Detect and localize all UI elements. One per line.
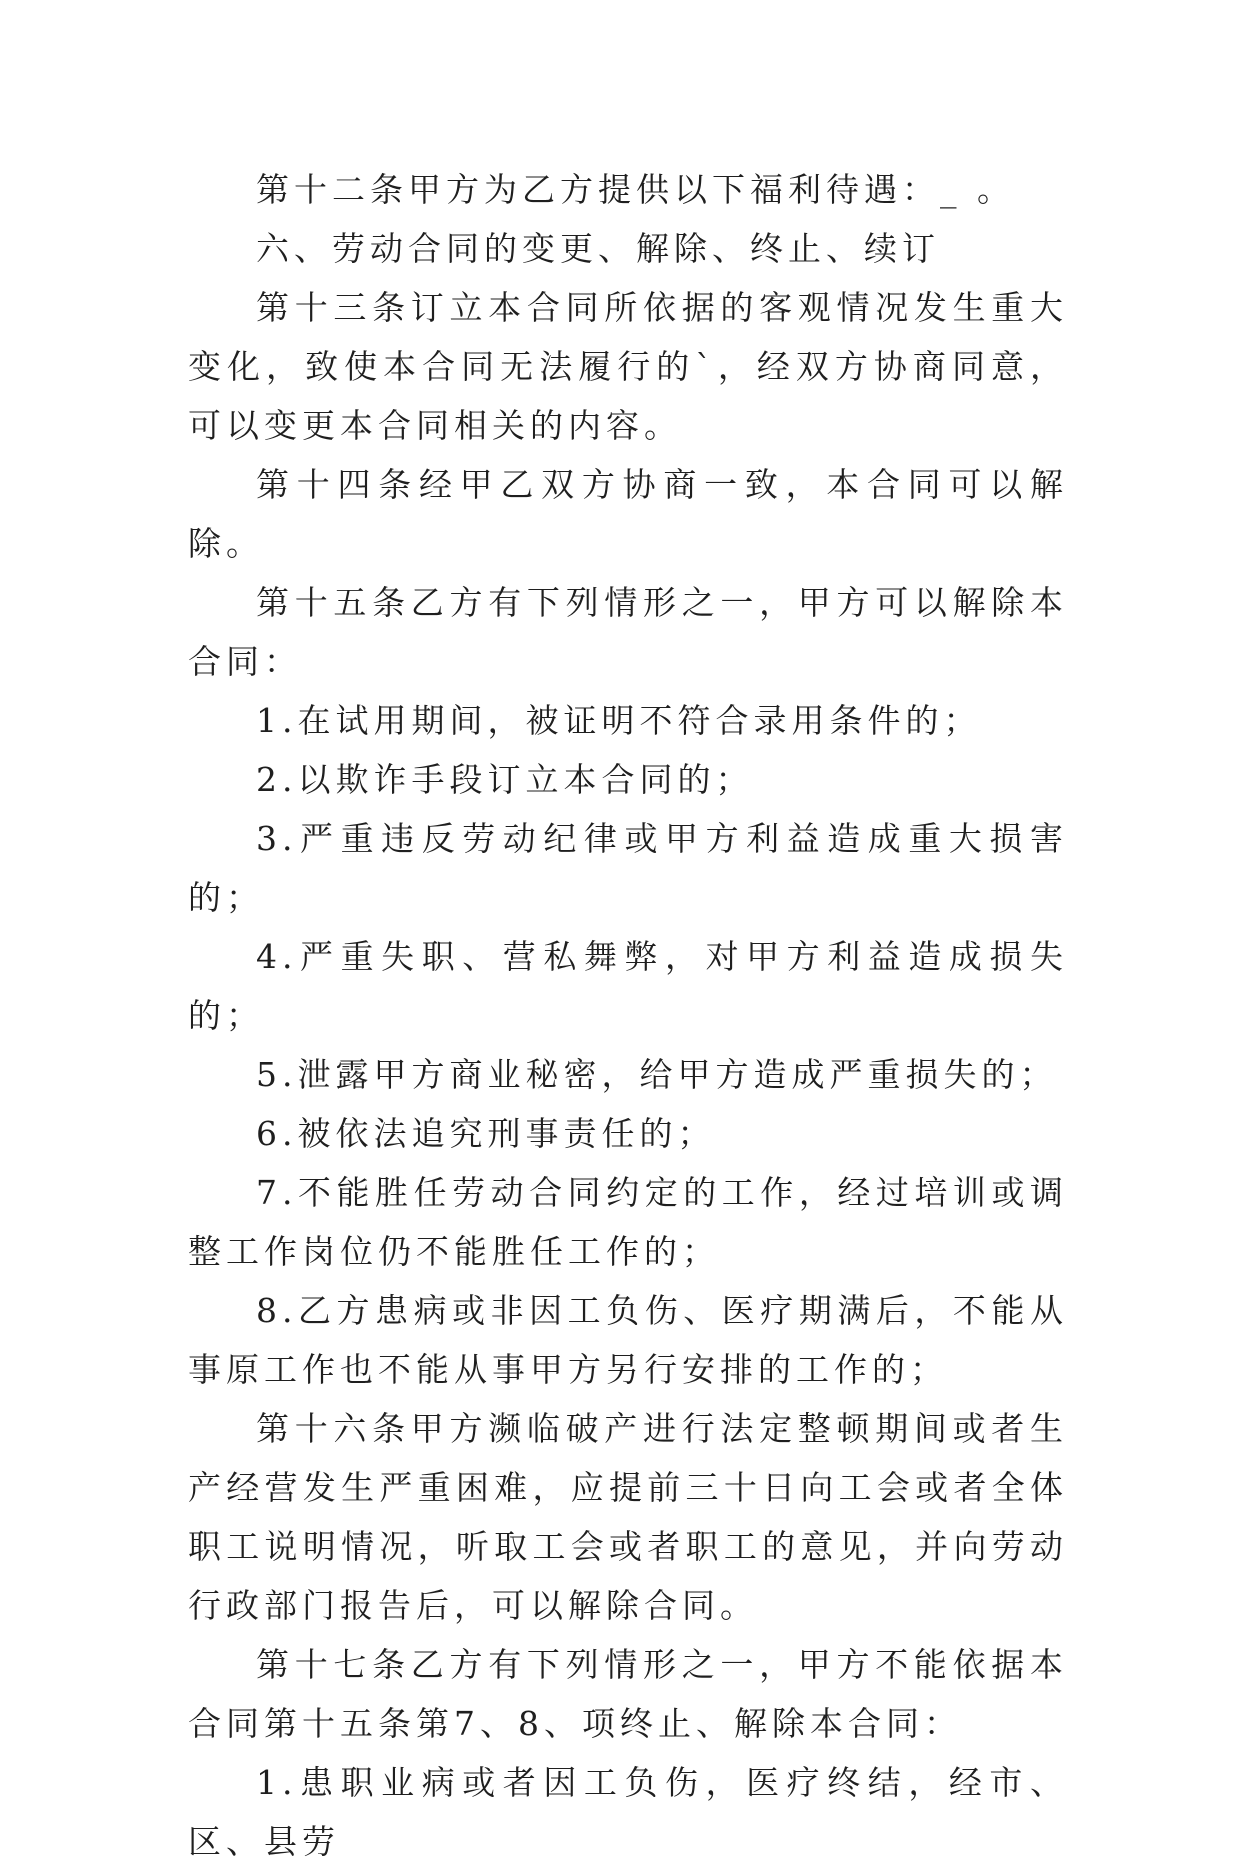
list-item-17-1: 1.患职业病或者因工负伤，医疗终结，经市、区、县劳 [188, 1763, 1068, 1861]
paragraph-article-17: 第十七条乙方有下列情形之一，甲方不能依据本合同第十五条第7、8、项终止、解除本合同： [188, 1645, 1068, 1743]
paragraph-article-12: 第十二条甲方为乙方提供以下福利待遇：_ 。 [256, 170, 1015, 209]
list-item-15-1: 1.在试用期间，被证明不符合录用条件的； [256, 701, 982, 740]
paragraph-article-16: 第十六条甲方濒临破产进行法定整顿期间或者生产经营发生严重困难，应提前三十日向工会或者全体职工说明情况，听取工会或者职工的意见，并向劳动行政部门报告后，可以解除合同。 [188, 1409, 1068, 1625]
list-item-15-7: 7.不能胜任劳动合同约定的工作，经过培训或调整工作岗位仍不能胜任工作的； [188, 1173, 1068, 1271]
list-item-15-2: 2.以欺诈手段订立本合同的； [256, 760, 754, 799]
section-heading-6: 六、劳动合同的变更、解除、终止、续订 [256, 229, 940, 268]
document-body [188, 160, 1068, 1871]
list-item-15-3: 3.严重违反劳动纪律或甲方利益造成重大损害的； [188, 819, 1068, 917]
list-item-15-8: 8.乙方患病或非因工负伤、医疗期满后，不能从事原工作也不能从事甲方另行安排的工作的； [188, 1291, 1068, 1389]
list-item-15-4: 4.严重失职、营私舞弊，对甲方利益造成损失的； [188, 937, 1068, 1035]
paragraph-article-13: 第十三条订立本合同所依据的客观情况发生重大变化，致使本合同无法履行的`，经双方协商同意，可以变更本合同相关的内容。 [188, 288, 1068, 445]
list-item-15-6: 6.被依法追究刑事责任的； [256, 1114, 716, 1153]
list-item-15-5: 5.泄露甲方商业秘密，给甲方造成严重损失的； [256, 1055, 1058, 1094]
paragraph-article-15: 第十五条乙方有下列情形之一，甲方可以解除本合同： [188, 583, 1068, 681]
paragraph-article-14: 第十四条经甲乙双方协商一致，本合同可以解除。 [188, 465, 1068, 563]
